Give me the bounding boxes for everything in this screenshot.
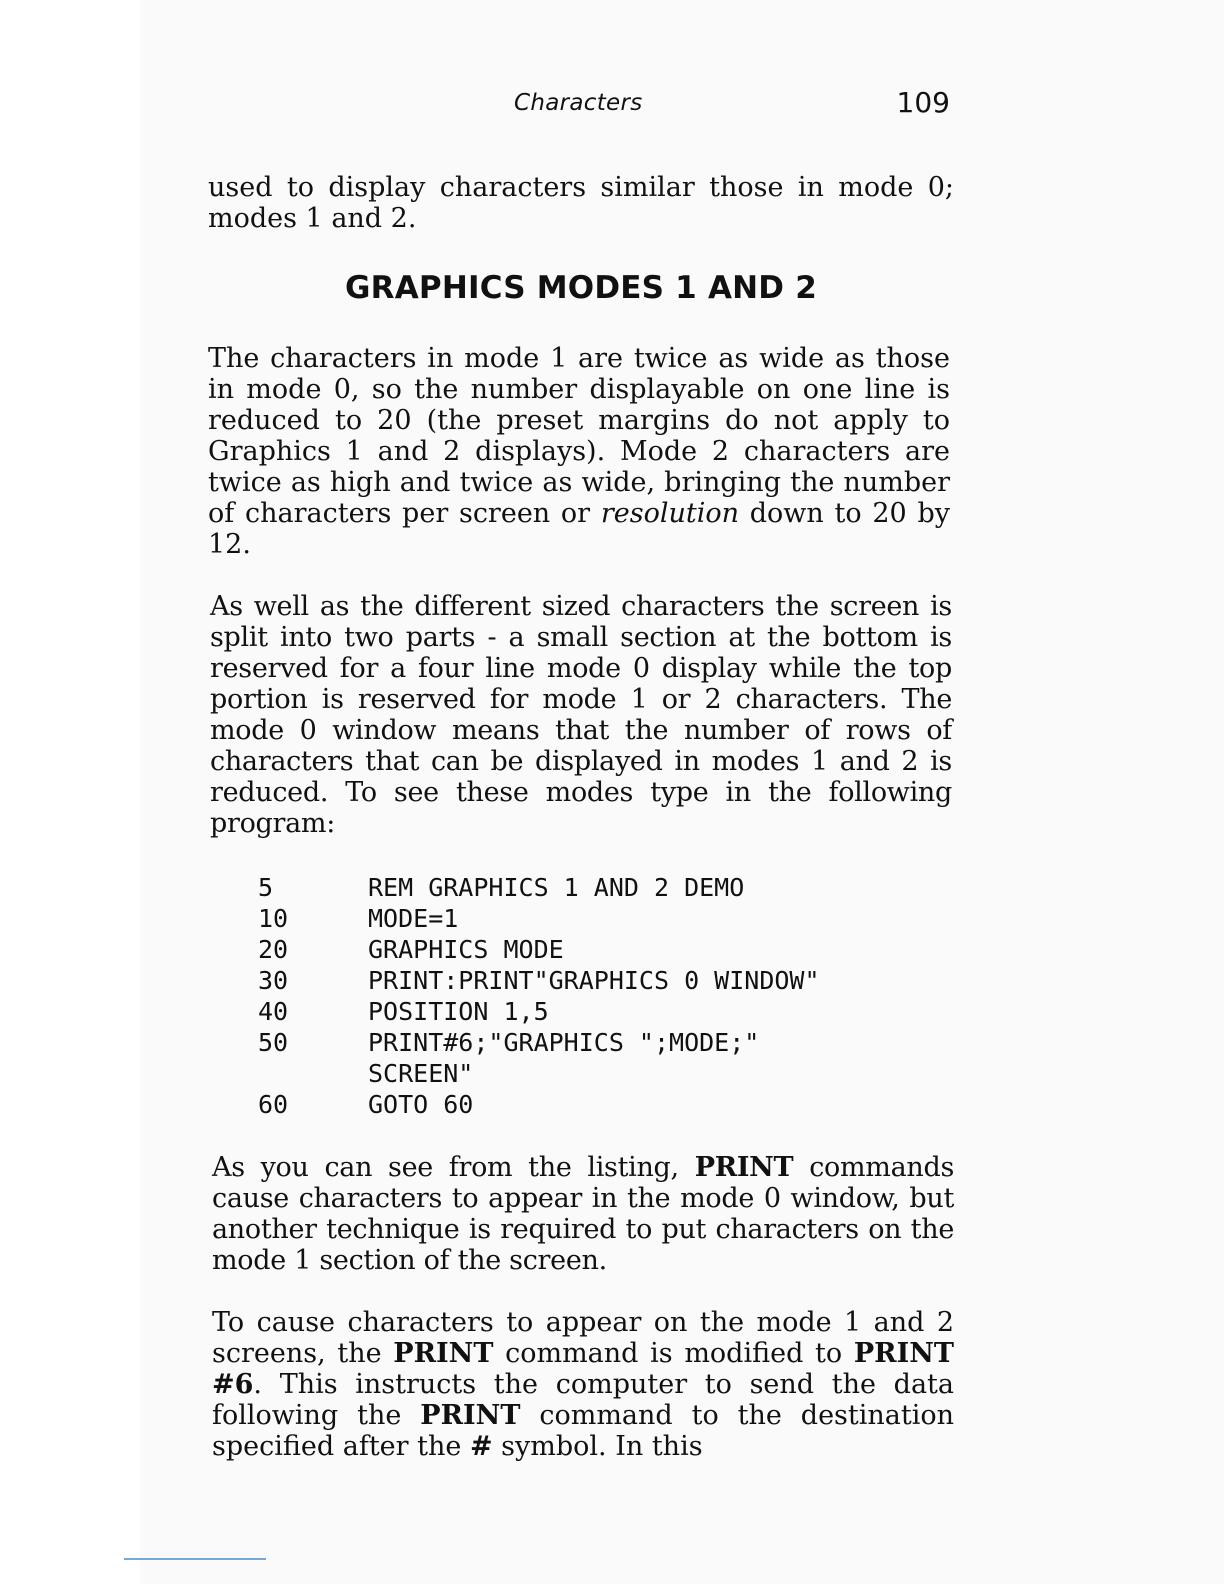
code-statement: GOTO 60 [368,1090,474,1119]
line-number: 10 [258,904,289,933]
footer-rule [124,1558,266,1560]
paragraph-text: command is modified to [493,1338,854,1369]
code-line [258,872,898,903]
page-number: 109 [896,86,950,119]
code-line [258,1089,898,1120]
keyword-print-six: PRINT #6 [212,1338,954,1400]
paragraph-text: To cause characters to appear on the mode 1 and 2 screens, the [212,1307,954,1369]
code-statement: SCREEN" [368,1059,474,1088]
paragraph-print-commands [212,1152,954,1276]
code-statement: PRINT:PRINT"GRAPHICS 0 WINDOW" [368,966,820,995]
hash-symbol: # [469,1431,493,1462]
paragraph-modes [208,343,950,560]
paragraph-screen-split: As well as the different sized characters the screen is split into two parts - a small section at the bottom is reserved for a four line mode 0 display while the top portion is reserved for mode 1 or 2 characters. The mode 0 window means that the number of rows of characters that can be displayed in modes 1 and 2 is reduced. To see these modes type in the following program: [210,591,952,839]
section-title: Characters [514,90,643,116]
code-line [258,903,898,934]
code-line [258,996,898,1027]
code-statement: MODE=1 [368,904,459,933]
code-statement: POSITION 1,5 [368,997,549,1026]
code-line [258,1058,898,1089]
code-statement: REM GRAPHICS 1 AND 2 DEMO [368,873,745,902]
keyword-print: PRINT [393,1338,494,1369]
code-line [258,1027,898,1058]
paragraph-text: command to the destination specified after the [212,1400,955,1462]
intro-paragraph: used to display characters similar those in mode 0; modes 1 and 2. [208,172,954,234]
line-number: 5 [258,873,274,902]
line-number: 20 [258,935,289,964]
paragraph-text: down to 20 by 12. [208,498,950,560]
line-number [258,1058,368,1089]
paragraph-text: . This instructs the computer to send the data following the [212,1369,954,1431]
line-number: 40 [258,997,289,1026]
keyword-print: PRINT [694,1152,794,1183]
paragraph-print-six [212,1307,954,1462]
keyword-print: PRINT [420,1400,521,1431]
code-line [258,965,898,996]
program-listing [258,872,898,1120]
paragraph-text: symbol. In this [492,1431,703,1462]
emphasis-term: resolution [600,498,739,529]
line-number: 50 [258,1028,289,1057]
paragraph-text: The characters in mode 1 are twice as wide as those in mode 0, so the number displayable on one line is reduced to 20 (the preset margins do not apply to Graphics 1 and 2 displays). Mode 2 characters are twice as high and twice as wide, bringing the number of characters per screen or [208,343,950,529]
paragraph-text: commands cause characters to appear in the mode 0 window, but another technique is required to put characters on the mode 1 section of the screen. [212,1152,955,1276]
running-header [208,86,954,126]
line-number: 60 [258,1090,289,1119]
paragraph-text: As you can see from the listing, [212,1152,695,1183]
code-line [258,934,898,965]
code-statement: GRAPHICS MODE [368,935,564,964]
code-statement: PRINT#6;"GRAPHICS ";MODE;" [368,1028,760,1057]
line-number: 30 [258,966,289,995]
section-heading: GRAPHICS MODES 1 AND 2 [345,270,817,306]
